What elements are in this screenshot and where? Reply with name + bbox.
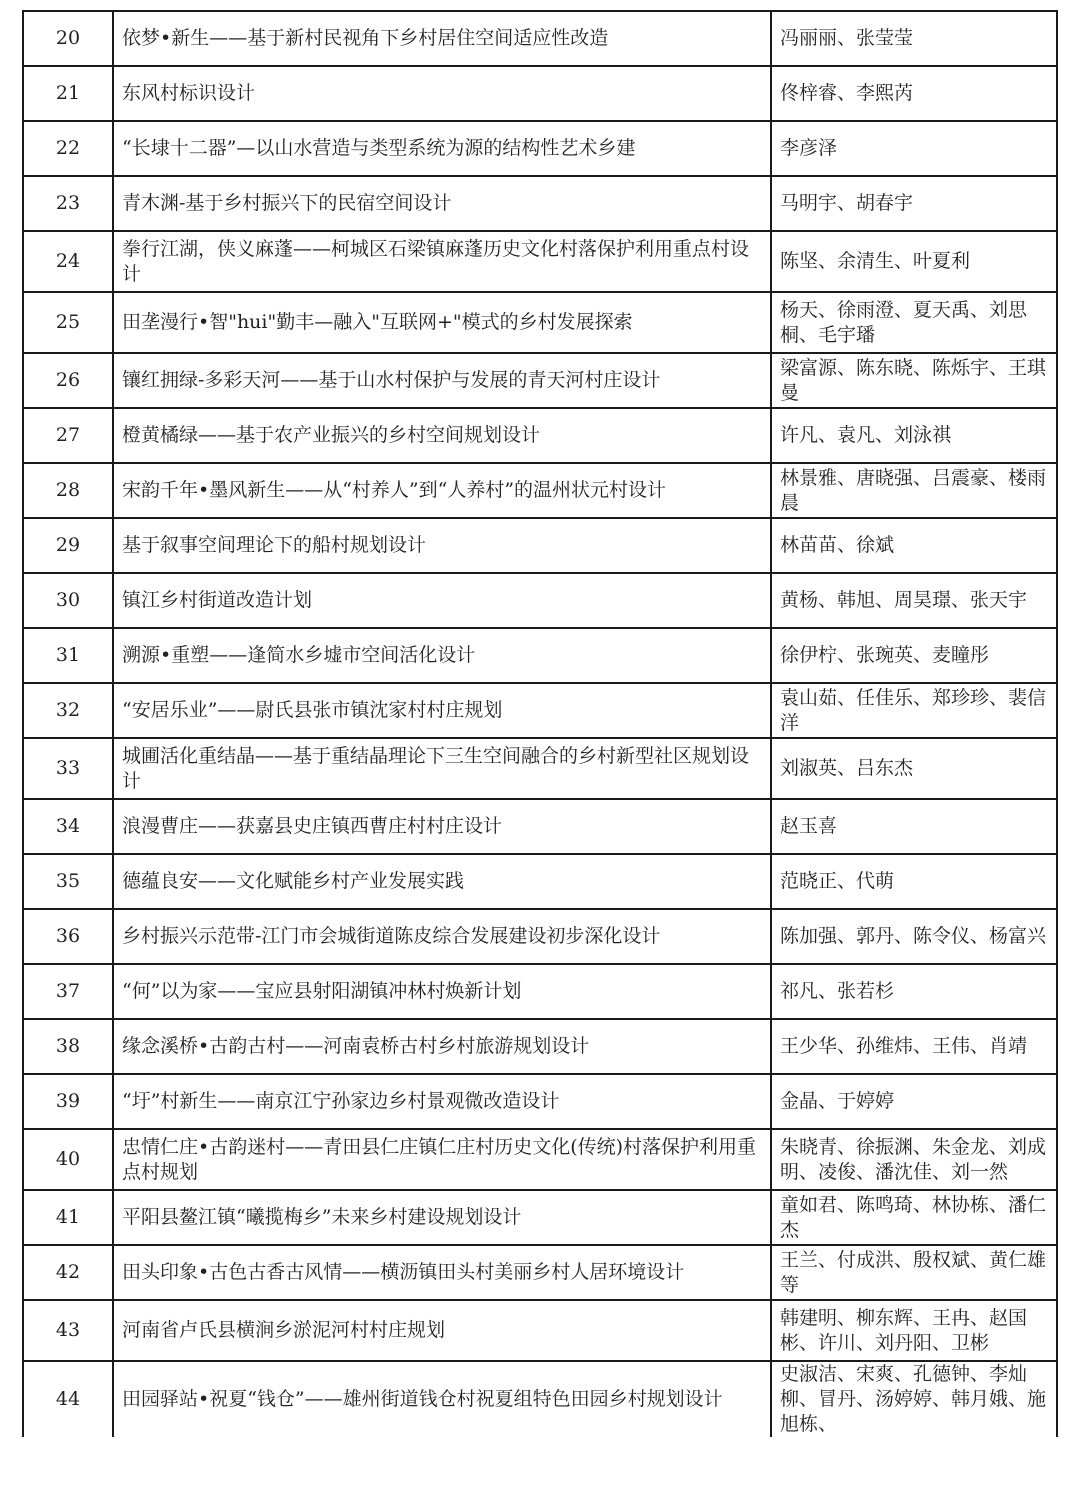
row-number: 43 bbox=[23, 1300, 113, 1361]
row-number: 30 bbox=[23, 573, 113, 628]
table-row bbox=[23, 11, 1057, 66]
project-authors: 林景雅、唐晓强、吕震豪、楼雨晨 bbox=[771, 463, 1057, 518]
row-number: 28 bbox=[23, 463, 113, 518]
row-number: 23 bbox=[23, 176, 113, 231]
table-row bbox=[23, 176, 1057, 231]
row-number: 42 bbox=[23, 1245, 113, 1300]
table-row bbox=[23, 408, 1057, 463]
project-authors: 黄杨、韩旭、周昊璟、张天宇 bbox=[771, 573, 1057, 628]
project-authors: 冯丽丽、张莹莹 bbox=[771, 11, 1057, 66]
row-number: 44 bbox=[23, 1361, 113, 1437]
project-title: 田垄漫行•智"hui"勤丰—融入"互联网+"模式的乡村发展探索 bbox=[113, 292, 771, 353]
project-authors: 史淑洁、宋爽、孔德钟、李灿柳、冒丹、汤婷婷、韩月娥、施旭栋、 bbox=[771, 1361, 1057, 1437]
table-row bbox=[23, 66, 1057, 121]
table-row bbox=[23, 854, 1057, 909]
project-authors: 马明宇、胡春宇 bbox=[771, 176, 1057, 231]
project-title: 青木渊-基于乡村振兴下的民宿空间设计 bbox=[113, 176, 771, 231]
table-row bbox=[23, 292, 1057, 353]
project-title: “长埭十二器”—以山水营造与类型系统为源的结构性艺术乡建 bbox=[113, 121, 771, 176]
project-title: 忠情仁庄•古韵迷村——青田县仁庄镇仁庄村历史文化(传统)村落保护利用重点村规划 bbox=[113, 1129, 771, 1190]
project-authors: 陈加强、郭丹、陈令仪、杨富兴 bbox=[771, 909, 1057, 964]
project-title: 拳行江湖，侠义麻蓬——柯城区石梁镇麻蓬历史文化村落保护利用重点村设计 bbox=[113, 231, 771, 292]
table-row bbox=[23, 573, 1057, 628]
table-row bbox=[23, 231, 1057, 292]
row-number: 33 bbox=[23, 738, 113, 799]
project-authors: 王兰、付成洪、殷权斌、黄仁雄等 bbox=[771, 1245, 1057, 1300]
table-row bbox=[23, 1300, 1057, 1361]
project-title: 镇江乡村街道改造计划 bbox=[113, 573, 771, 628]
row-number: 41 bbox=[23, 1190, 113, 1245]
project-title: 基于叙事空间理论下的船村规划设计 bbox=[113, 518, 771, 573]
row-number: 37 bbox=[23, 964, 113, 1019]
project-title: 溯源•重塑——逢简水乡墟市空间活化设计 bbox=[113, 628, 771, 683]
project-title: “圩”村新生——南京江宁孙家边乡村景观微改造设计 bbox=[113, 1074, 771, 1129]
row-number: 36 bbox=[23, 909, 113, 964]
row-number: 40 bbox=[23, 1129, 113, 1190]
row-number: 29 bbox=[23, 518, 113, 573]
project-authors: 陈坚、余清生、叶夏利 bbox=[771, 231, 1057, 292]
table-row bbox=[23, 1129, 1057, 1190]
project-authors: 金晶、于婷婷 bbox=[771, 1074, 1057, 1129]
row-number: 26 bbox=[23, 353, 113, 408]
row-number: 38 bbox=[23, 1019, 113, 1074]
table-row bbox=[23, 799, 1057, 854]
project-authors: 李彦泽 bbox=[771, 121, 1057, 176]
row-number: 31 bbox=[23, 628, 113, 683]
project-title: 浪漫曹庄——获嘉县史庄镇西曹庄村村庄设计 bbox=[113, 799, 771, 854]
row-number: 27 bbox=[23, 408, 113, 463]
table-row bbox=[23, 628, 1057, 683]
project-title: “何”以为家——宝应县射阳湖镇冲林村焕新计划 bbox=[113, 964, 771, 1019]
project-title: 橙黄橘绿——基于农产业振兴的乡村空间规划设计 bbox=[113, 408, 771, 463]
project-authors: 祁凡、张若杉 bbox=[771, 964, 1057, 1019]
row-number: 35 bbox=[23, 854, 113, 909]
row-number: 34 bbox=[23, 799, 113, 854]
row-number: 39 bbox=[23, 1074, 113, 1129]
project-authors: 朱晓青、徐振渊、朱金龙、刘成明、凌俊、潘沈佳、刘一然 bbox=[771, 1129, 1057, 1190]
project-title: 田头印象•古色古香古风情——横沥镇田头村美丽乡村人居环境设计 bbox=[113, 1245, 771, 1300]
table-row bbox=[23, 1019, 1057, 1074]
project-authors: 许凡、袁凡、刘泳祺 bbox=[771, 408, 1057, 463]
award-list-table bbox=[22, 10, 1058, 1437]
table-row bbox=[23, 964, 1057, 1019]
project-authors: 杨天、徐雨澄、夏天禹、刘思桐、毛宇璠 bbox=[771, 292, 1057, 353]
row-number: 32 bbox=[23, 683, 113, 738]
row-number: 21 bbox=[23, 66, 113, 121]
project-title: 德蕴良安——文化赋能乡村产业发展实践 bbox=[113, 854, 771, 909]
project-authors: 王少华、孙维炜、王伟、肖靖 bbox=[771, 1019, 1057, 1074]
project-authors: 徐伊柠、张琬英、麦瞳彤 bbox=[771, 628, 1057, 683]
project-title: 城圃活化重结晶——基于重结晶理论下三生空间融合的乡村新型社区规划设计 bbox=[113, 738, 771, 799]
project-authors: 袁山茹、任佳乐、郑珍珍、裴信洋 bbox=[771, 683, 1057, 738]
project-authors: 林苗苗、徐斌 bbox=[771, 518, 1057, 573]
table-row bbox=[23, 1190, 1057, 1245]
project-title: 平阳县鳌江镇“曦揽梅乡”未来乡村建设规划设计 bbox=[113, 1190, 771, 1245]
table-row bbox=[23, 1361, 1057, 1437]
table-row bbox=[23, 518, 1057, 573]
project-authors: 童如君、陈鸣琦、林协栋、潘仁杰 bbox=[771, 1190, 1057, 1245]
table-row bbox=[23, 463, 1057, 518]
project-title: “安居乐业”——尉氏县张市镇沈家村村庄规划 bbox=[113, 683, 771, 738]
table-row bbox=[23, 121, 1057, 176]
project-title: 缘念溪桥•古韵古村——河南袁桥古村乡村旅游规划设计 bbox=[113, 1019, 771, 1074]
project-authors: 范晓正、代萌 bbox=[771, 854, 1057, 909]
table-row bbox=[23, 1074, 1057, 1129]
table-row bbox=[23, 738, 1057, 799]
project-title: 依梦•新生——基于新村民视角下乡村居住空间适应性改造 bbox=[113, 11, 771, 66]
table-row bbox=[23, 909, 1057, 964]
project-title: 河南省卢氏县横涧乡淤泥河村村庄规划 bbox=[113, 1300, 771, 1361]
table-row bbox=[23, 353, 1057, 408]
row-number: 24 bbox=[23, 231, 113, 292]
project-title: 东风村标识设计 bbox=[113, 66, 771, 121]
row-number: 20 bbox=[23, 11, 113, 66]
project-title: 田园驿站•祝夏“钱仓”——雄州街道钱仓村祝夏组特色田园乡村规划设计 bbox=[113, 1361, 771, 1437]
project-title: 乡村振兴示范带-江门市会城街道陈皮综合发展建设初步深化设计 bbox=[113, 909, 771, 964]
row-number: 22 bbox=[23, 121, 113, 176]
project-authors: 韩建明、柳东辉、王冉、赵国彬、许川、刘丹阳、卫彬 bbox=[771, 1300, 1057, 1361]
table-row bbox=[23, 683, 1057, 738]
project-authors: 赵玉喜 bbox=[771, 799, 1057, 854]
project-authors: 梁富源、陈东晓、陈烁宇、王琪曼 bbox=[771, 353, 1057, 408]
project-authors: 佟梓睿、李熙芮 bbox=[771, 66, 1057, 121]
table-row bbox=[23, 1245, 1057, 1300]
row-number: 25 bbox=[23, 292, 113, 353]
project-title: 镶红拥绿-多彩天河——基于山水村保护与发展的青天河村庄设计 bbox=[113, 353, 771, 408]
project-title: 宋韵千年•墨风新生——从“村养人”到“人养村”的温州状元村设计 bbox=[113, 463, 771, 518]
project-authors: 刘淑英、吕东杰 bbox=[771, 738, 1057, 799]
